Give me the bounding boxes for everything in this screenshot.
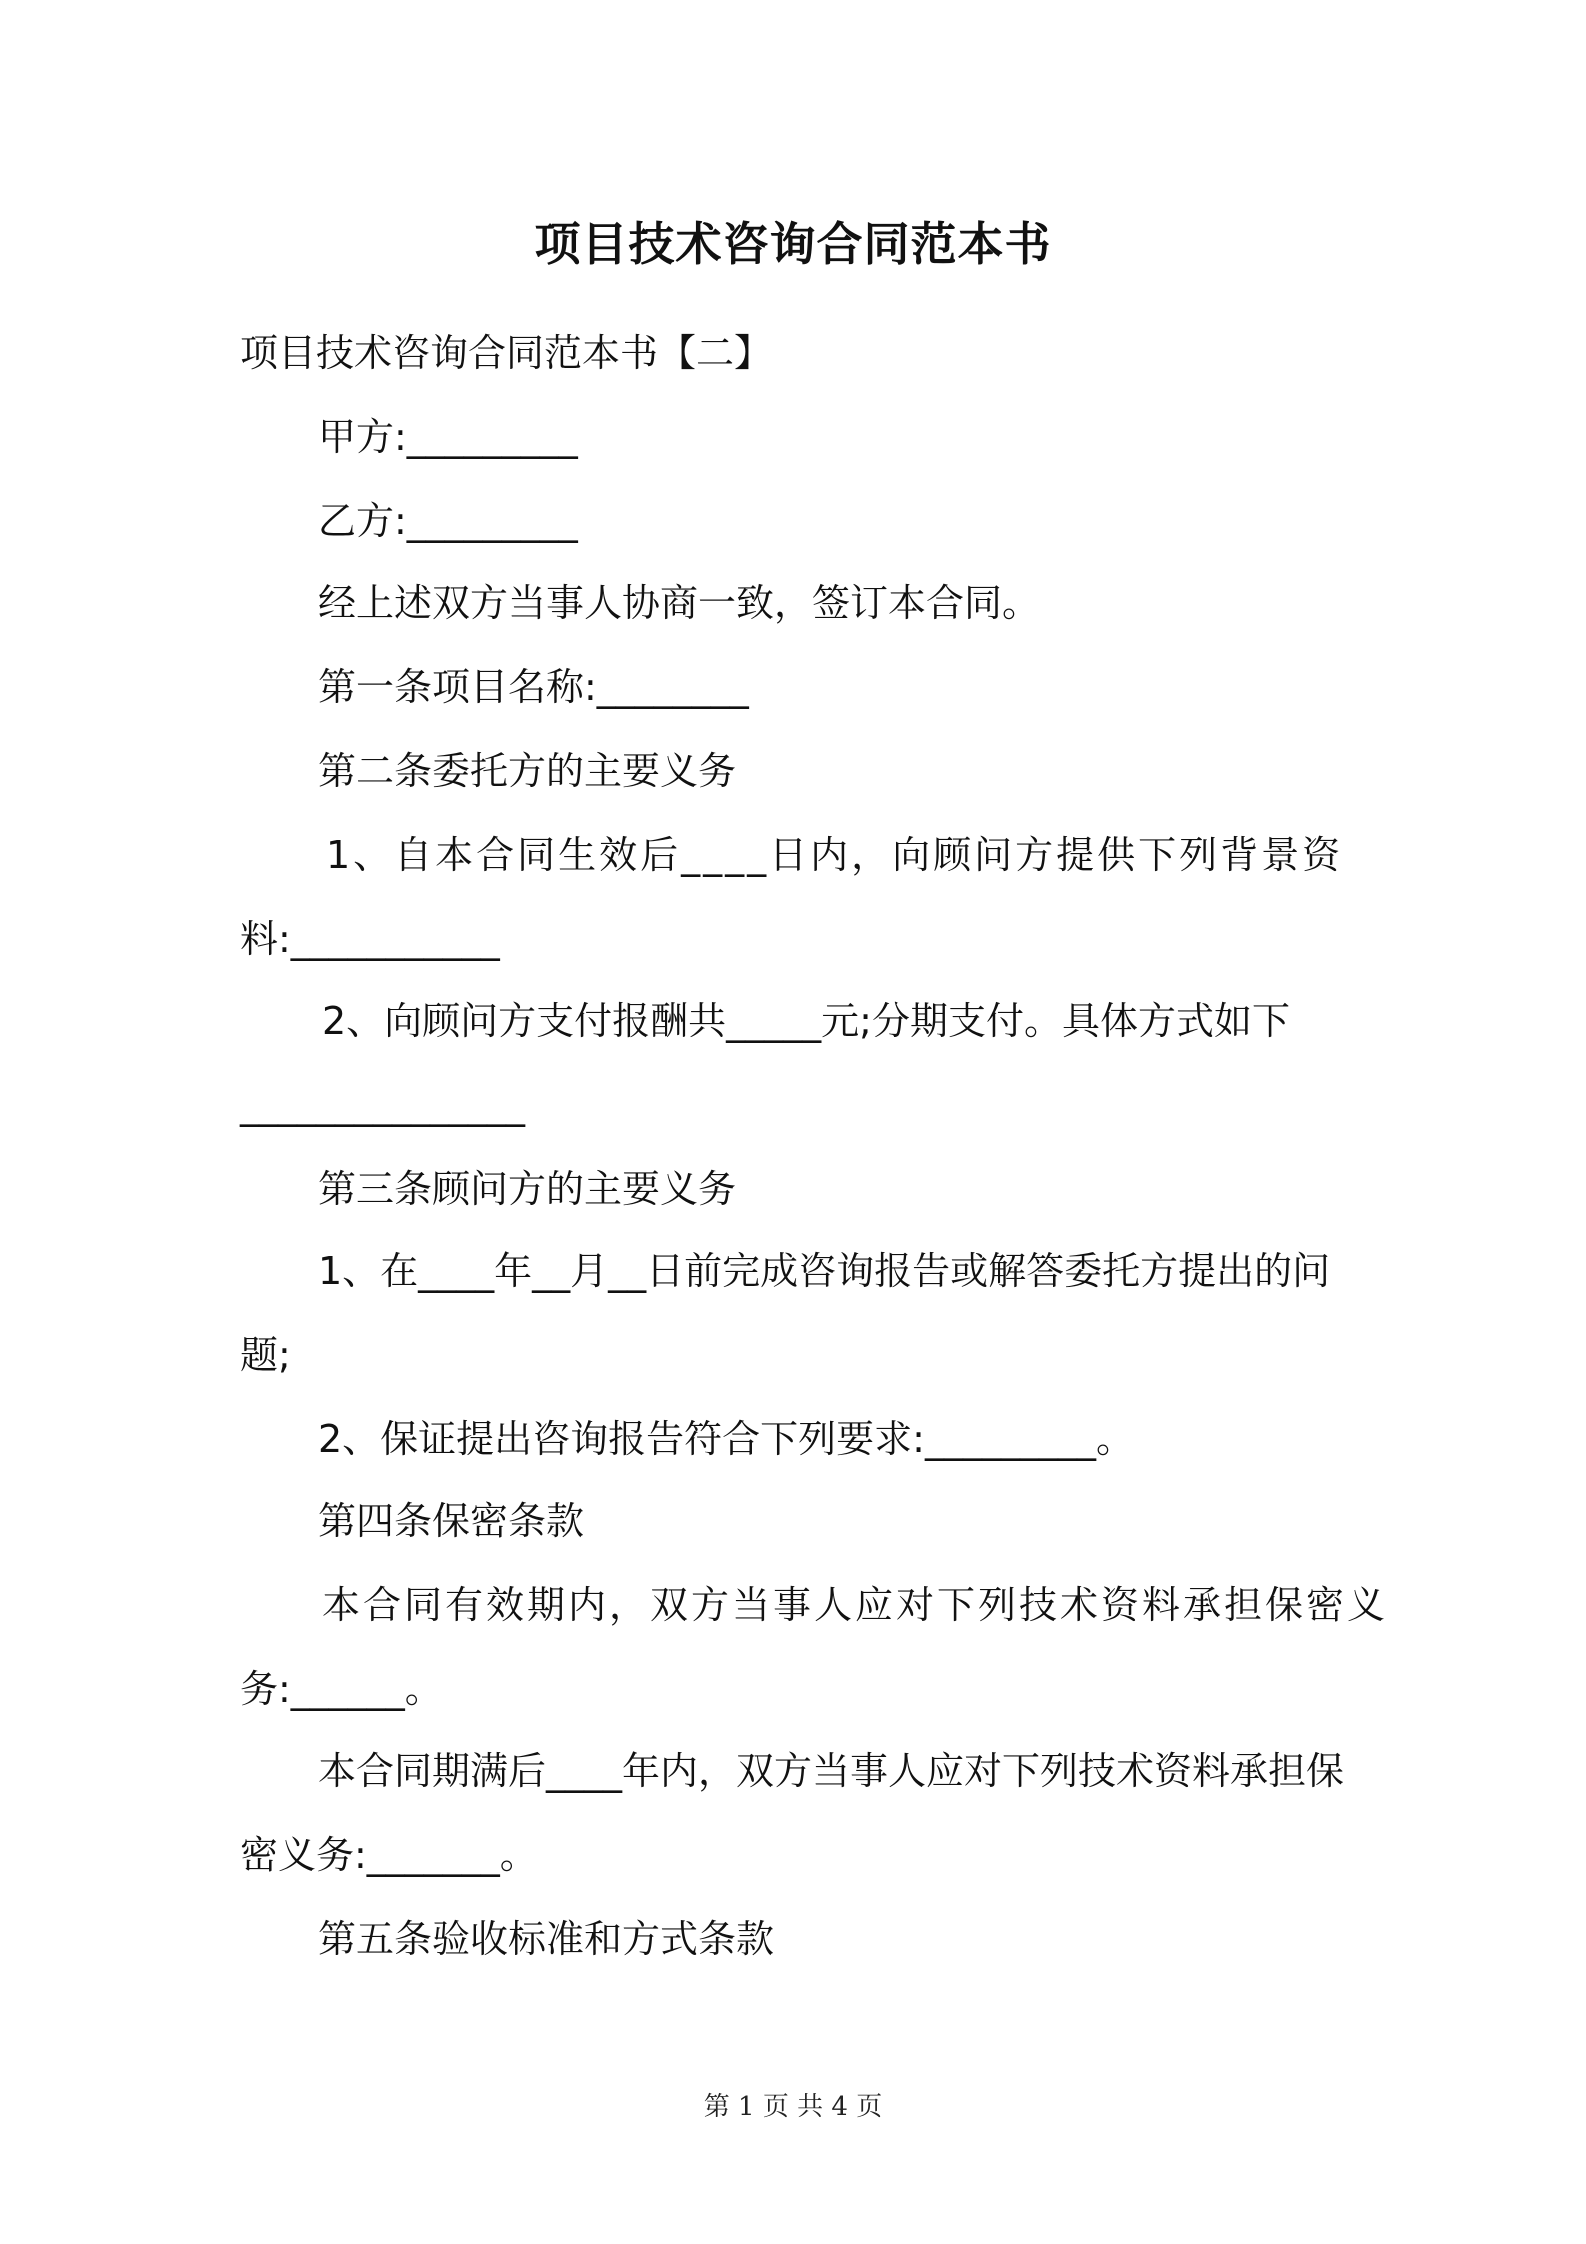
article-3-clause-1: 1、在____年__月__日前完成咨询报告或解答委托方提出的问 [318, 1249, 1331, 1293]
agreement-statement: 经上述双方当事人协商一致，签订本合同。 [318, 581, 1041, 625]
article-2-clause-2: 2、向顾问方支付报酬共_____元;分期支付。具体方式如下 [322, 999, 1290, 1043]
party-b-line: 乙方:_________ [318, 499, 578, 543]
article-4-paragraph-2-cont: 密义务:_______。 [240, 1833, 538, 1877]
article-4-paragraph-1-cont: 务:______。 [240, 1667, 443, 1711]
article-2-clause-2-cont: _______________ [240, 1083, 525, 1127]
article-3-clause-2: 2、保证提出咨询报告符合下列要求:_________。 [318, 1417, 1134, 1461]
article-4-paragraph-1: 本合同有效期内，双方当事人应对下列技术资料承担保密义 [322, 1583, 1389, 1627]
document-subtitle: 项目技术咨询合同范本书【二】 [240, 331, 773, 375]
page-number-footer: 第 1 页 共 4 页 [703, 2092, 883, 2122]
article-1-heading: 第一条项目名称:________ [318, 665, 749, 709]
article-2-clause-1-cont: 料:___________ [240, 917, 500, 961]
article-4-paragraph-2: 本合同期满后____年内，双方当事人应对下列技术资料承担保 [318, 1749, 1345, 1793]
party-a-line: 甲方:_________ [318, 415, 578, 459]
article-3-heading: 第三条顾问方的主要义务 [318, 1167, 737, 1211]
article-3-clause-1-cont: 题; [240, 1333, 291, 1377]
article-4-heading: 第四条保密条款 [318, 1499, 585, 1543]
article-5-heading: 第五条验收标准和方式条款 [318, 1917, 775, 1961]
document-title: 项目技术咨询合同范本书 [534, 217, 1052, 271]
article-2-clause-1: 1、自本合同生效后____日内，向顾问方提供下列背景资 [326, 833, 1344, 877]
article-2-heading: 第二条委托方的主要义务 [318, 749, 737, 793]
